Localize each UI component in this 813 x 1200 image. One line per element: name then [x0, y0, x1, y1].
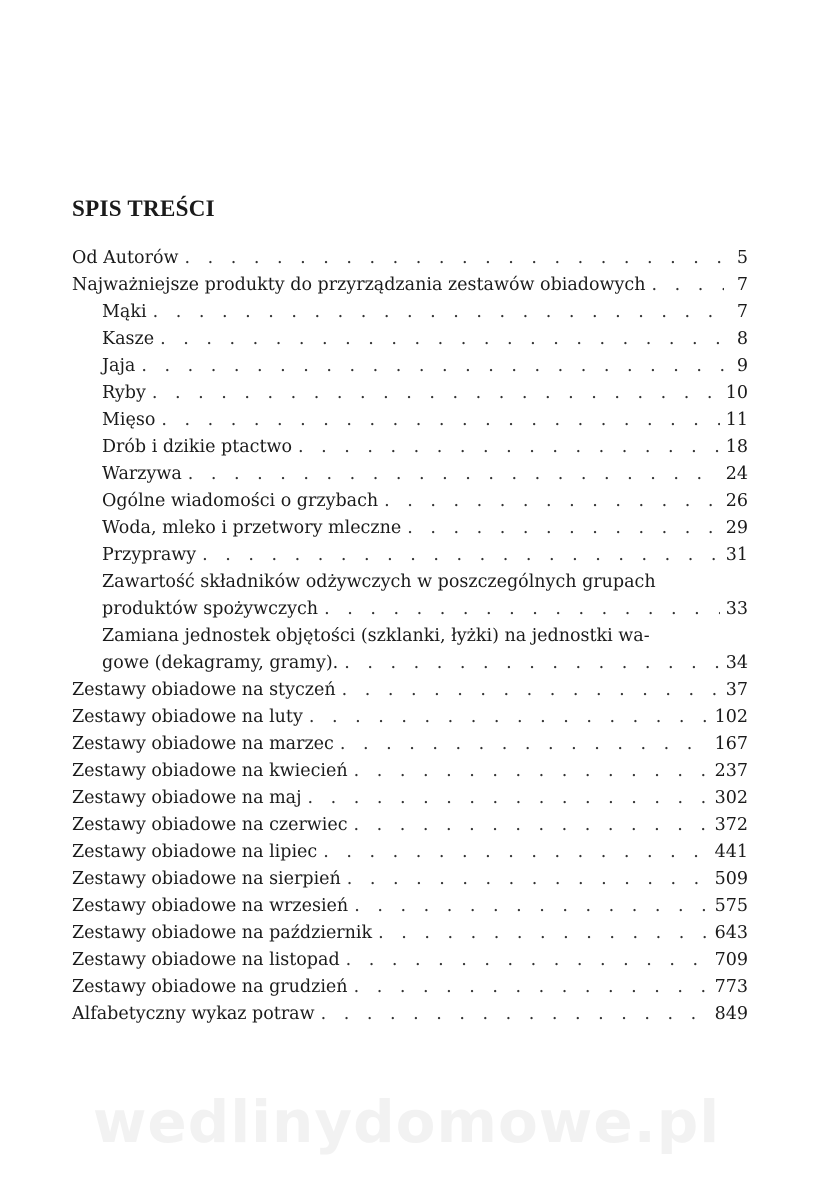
toc-label: Mąki: [102, 302, 147, 322]
toc-entry-zawartosc-skladnikow: [72, 569, 748, 623]
toc-label: Od Autorów: [72, 248, 179, 268]
watermark: wedlinydomowe.pl: [92, 1088, 721, 1156]
toc-entry-listopad: [72, 947, 748, 974]
toc-page-number: 37: [725, 680, 748, 700]
toc-page-number: 372: [714, 815, 748, 835]
toc-label: Woda, mleko i przetwory mleczne: [102, 518, 402, 538]
table-of-contents: [72, 245, 748, 1028]
toc-entry-woda-mleko: [72, 515, 748, 542]
toc-entry-maki: [72, 299, 748, 326]
toc-page-number: 509: [714, 869, 748, 889]
toc-label: Ryby: [102, 383, 146, 403]
dot-leader: [161, 407, 719, 434]
toc-page-number: 31: [725, 545, 748, 565]
page-title: SPIS TREŚCI: [72, 196, 215, 221]
toc-entry-styczen: [72, 677, 748, 704]
toc-page-number: 8: [736, 329, 748, 349]
dot-leader: [378, 920, 708, 947]
toc-page-number: 29: [725, 518, 748, 538]
toc-entry-jaja: [72, 353, 748, 380]
toc-entry-czerwiec: [72, 812, 748, 839]
toc-entry-alfabetyczny-wykaz: [72, 1001, 748, 1028]
toc-page-number: 575: [714, 896, 748, 916]
dot-leader: [153, 299, 724, 326]
toc-entry-pazdziernik: [72, 920, 748, 947]
toc-page-number: 26: [725, 491, 748, 511]
toc-entry-wrzesien: [72, 893, 748, 920]
toc-page-number: 11: [725, 410, 748, 430]
toc-page-number: 709: [714, 950, 748, 970]
dot-leader: [347, 866, 709, 893]
toc-label: Zestawy obiadowe na kwiecień: [72, 761, 348, 781]
toc-entry-kwiecien: [72, 758, 748, 785]
toc-page-number: 302: [714, 788, 748, 808]
dot-leader: [298, 434, 720, 461]
toc-label: Drób i dzikie ptactwo: [102, 437, 293, 457]
toc-page-number: 18: [725, 437, 748, 457]
toc-label: Alfabetyczny wykaz potraw: [72, 1004, 315, 1024]
dot-leader: [321, 1001, 709, 1028]
toc-entry-zamiana-jednostek: [72, 623, 748, 677]
toc-label-line2: produktów spożywczych: [102, 599, 319, 619]
toc-label: Zestawy obiadowe na lipiec: [72, 842, 318, 862]
toc-entry-grudzien: [72, 974, 748, 1001]
dot-leader: [308, 785, 709, 812]
toc-label: Zestawy obiadowe na luty: [72, 707, 303, 727]
toc-page-number: 34: [725, 653, 748, 673]
toc-label: Zestawy obiadowe na listopad: [72, 950, 340, 970]
toc-entry-lipiec: [72, 839, 748, 866]
dot-leader: [407, 515, 720, 542]
toc-entry-grzyby: [72, 488, 748, 515]
dot-leader: [323, 839, 708, 866]
toc-entry-marzec: [72, 731, 748, 758]
dot-leader: [354, 812, 709, 839]
toc-label: Zestawy obiadowe na sierpień: [72, 869, 341, 889]
dot-leader: [160, 326, 724, 353]
toc-page-number: 9: [736, 356, 748, 376]
dot-leader: [340, 731, 709, 758]
toc-label: Zestawy obiadowe na maj: [72, 788, 302, 808]
dot-leader: [141, 353, 724, 380]
toc-page-number: 7: [736, 275, 748, 295]
toc-label: Zestawy obiadowe na wrzesień: [72, 896, 349, 916]
toc-page-number: 237: [714, 761, 748, 781]
dot-leader: [188, 461, 720, 488]
toc-label: Jaja: [102, 356, 136, 376]
dot-leader: [354, 758, 709, 785]
toc-label: Ogólne wiadomości o grzybach: [102, 491, 379, 511]
toc-page-number: 441: [714, 842, 748, 862]
toc-page-number: 849: [714, 1004, 748, 1024]
dot-leader: [342, 677, 720, 704]
toc-entry-przyprawy: [72, 542, 748, 569]
toc-page-number: 5: [736, 248, 748, 268]
dot-leader: [184, 245, 724, 272]
toc-label: Zestawy obiadowe na styczeń: [72, 680, 336, 700]
dot-leader: [384, 488, 720, 515]
dot-leader: [202, 542, 720, 569]
toc-page-number: 7: [736, 302, 748, 322]
toc-entry-warzywa: [72, 461, 748, 488]
toc-label-line2: gowe (dekagramy, gramy).: [102, 653, 339, 673]
toc-page-number: 643: [714, 923, 748, 943]
toc-label-line1: Zawartość składników odżywczych w poszczególnych grupach: [102, 572, 656, 592]
dot-leader: [324, 596, 720, 623]
toc-label: Najważniejsze produkty do przyrządzania zestawów obiadowych: [72, 275, 646, 295]
dot-leader: [354, 893, 708, 920]
toc-page-number: 167: [714, 734, 748, 754]
toc-entry-ryby: [72, 380, 748, 407]
toc-label: Przyprawy: [102, 545, 197, 565]
toc-page-number: 10: [725, 383, 748, 403]
dot-leader: [651, 272, 724, 299]
toc-entry-luty: [72, 704, 748, 731]
toc-page-number: 24: [725, 464, 748, 484]
toc-label: Zestawy obiadowe na październik: [72, 923, 373, 943]
toc-entry-mieso: [72, 407, 748, 434]
toc-entry-od-autorow: [72, 245, 748, 272]
toc-page-number: 102: [714, 707, 748, 727]
dot-leader: [152, 380, 720, 407]
dot-leader: [309, 704, 709, 731]
toc-entry-kasze: [72, 326, 748, 353]
toc-label: Zestawy obiadowe na marzec: [72, 734, 334, 754]
dot-leader: [354, 974, 709, 1001]
toc-page-number: 773: [714, 977, 748, 997]
toc-label: Mięso: [102, 410, 156, 430]
dot-leader: [346, 947, 709, 974]
toc-label: Warzywa: [102, 464, 182, 484]
toc-entry-drob: [72, 434, 748, 461]
toc-label: Zestawy obiadowe na czerwiec: [72, 815, 348, 835]
toc-label: Kasze: [102, 329, 155, 349]
toc-entry-sierpien: [72, 866, 748, 893]
toc-entry-najwazniejsze-produkty: [72, 272, 748, 299]
dot-leader: [344, 650, 720, 677]
toc-label-line1: Zamiana jednostek objętości (szklanki, łyżki) na jednostki wa-: [102, 626, 650, 646]
toc-entry-maj: [72, 785, 748, 812]
toc-page-number: 33: [725, 599, 748, 619]
toc-label: Zestawy obiadowe na grudzień: [72, 977, 348, 997]
